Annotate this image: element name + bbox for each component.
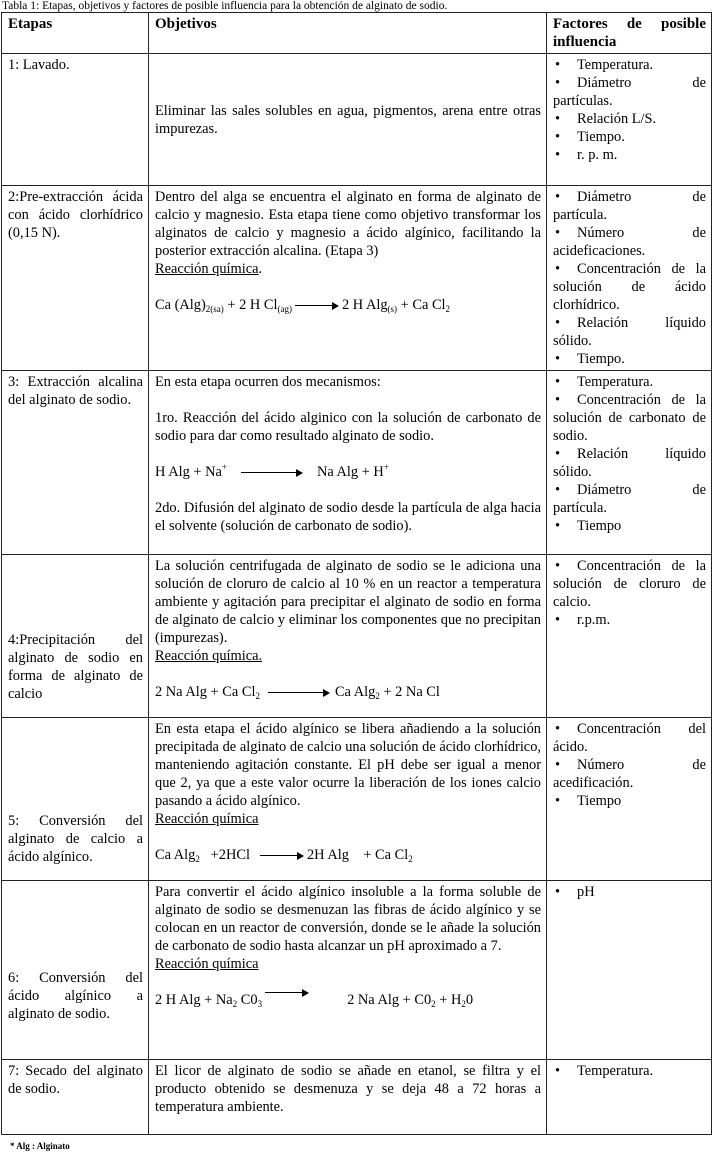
bullet-icon: • — [555, 558, 561, 574]
header-etapas: Etapas — [2, 13, 149, 54]
bullet-icon: • — [555, 225, 561, 241]
factores-cell — [547, 881, 712, 1060]
reaction-arrow-icon — [265, 988, 309, 998]
factor-item: • Temperatura. — [555, 57, 654, 73]
factores-list — [553, 188, 706, 368]
factor-item: • Diámetro de partículas. — [553, 75, 706, 109]
factor-item: • r.p.m. — [555, 612, 611, 628]
factor-item: • Tiempo. — [555, 351, 625, 367]
factores-list — [553, 373, 706, 535]
objetivo-text: Eliminar las sales solubles en agua, pigmentos, arena entre otras impurezas. — [155, 102, 541, 137]
objetivo-text: El licor de alginato de sodio se añade en etanol, se filtra y el producto obtenido se desmenuza y se deja 48 a 72 horas a temperatura ambiente. — [155, 1063, 541, 1115]
bullet-icon: • — [555, 482, 561, 498]
reaccion-label: Reacción química. — [155, 261, 263, 277]
factor-item: • Temperatura. — [555, 374, 654, 390]
factor-item: • Concentración de la solución de carbonato de sodio. — [553, 392, 706, 444]
factor-item: • Número de acideficaciones. — [553, 225, 706, 259]
objetivo-text: La solución centrifugada de alginato de sodio se le adiciona una solución de cloruro de calcio al 10 % en un reactor a temperatura ambiente y agitación para precipitar el alginato de sodio en forma de alginato de calcio y eliminar los componentes que no precipitan (impurezas). — [155, 558, 541, 646]
factor-item: • Temperatura. — [555, 1063, 654, 1079]
factores-cell — [547, 371, 712, 555]
table-row — [2, 54, 712, 186]
etapa-cell: 6: Conversión del ácido algínico a alginato de sodio. — [2, 881, 149, 1060]
chemical-equation: 2 H $Alg + Na_2$ $C0_3$ 2 Na $Alg + C0_2 + H_20$ — [155, 991, 541, 1009]
objetivo-cell — [149, 186, 547, 371]
objetivo-cell — [149, 1060, 547, 1135]
mecanismo-2: 2do. Difusión del alginato de sodio desde la partícula de alga hacia el solvente (solución de carbonato de sodio). — [155, 500, 541, 534]
header-factores: Factores de posible influencia — [547, 13, 712, 54]
objetivo-cell — [149, 881, 547, 1060]
objetivo-cell — [149, 371, 547, 555]
bullet-icon: • — [555, 1063, 561, 1079]
factor-item: • Concentración de la solución de cloruro de calcio. — [553, 558, 706, 610]
bullet-icon: • — [555, 189, 561, 205]
bullet-icon: • — [555, 351, 561, 367]
factor-item: • Relación líquido sólido. — [553, 315, 706, 349]
factor-item: • Concentración de la solución de ácido clorhídrico. — [553, 261, 706, 313]
chemical-equation: Ca Alg$_2$ +2HCl 2H Alg + Ca $Cl_2$ — [155, 847, 413, 864]
bullet-icon: • — [555, 261, 561, 277]
bullet-icon: • — [555, 793, 561, 809]
factores-cell — [547, 718, 712, 881]
objetivo-cell — [149, 718, 547, 881]
bullet-icon: • — [555, 147, 561, 163]
etapa-cell: 1: Lavado. — [2, 54, 149, 186]
table-caption: Tabla 1: Etapas, objetivos y factores de posible influencia para la obtención de alginato de sodio. — [2, 0, 448, 12]
factores-cell — [547, 1060, 712, 1135]
bullet-icon: • — [555, 884, 561, 900]
table-row — [2, 881, 712, 1060]
factor-item: • r. p. m. — [555, 147, 618, 163]
etapa-cell: 5: Conversión del alginato de calcio a ácido algínico. — [2, 718, 149, 881]
reaccion-label: Reacción química. — [155, 648, 263, 664]
table-row — [2, 1060, 712, 1135]
bullet-icon: • — [555, 612, 561, 628]
bullet-icon: • — [555, 757, 561, 773]
reaction-arrow-icon — [241, 468, 303, 478]
factores-list — [553, 56, 706, 164]
reaction-arrow-icon — [260, 851, 304, 861]
footnote: * Alg : Alginato — [10, 1141, 70, 1151]
factores-list — [553, 557, 706, 629]
stages-table — [1, 12, 712, 1135]
etapa-cell: 4:Precipitación del alginato de sodio en forma de alginato de calcio — [2, 555, 149, 718]
table-header-row — [2, 13, 712, 54]
bullet-icon: • — [555, 315, 561, 331]
objetivo-text: Para convertir el ácido algínico insoluble a la forma soluble de alginato de sodio se desmenuzan las fibras de ácido algínico y se colocan en un reactor de conversión, donde se le añade la solución de carbonato de sodio hasta alcanzar un pH aproximado a 7. — [155, 884, 541, 954]
table-row — [2, 718, 712, 881]
reaction-arrow-icon — [268, 688, 330, 698]
bullet-icon: • — [555, 374, 561, 390]
bullet-icon: • — [555, 75, 561, 91]
etapa-cell: 2:Pre-extracción ácida con ácido clorhídrico (0,15 N). — [2, 186, 149, 371]
factor-item: • Concentración del ácido. — [553, 721, 706, 755]
factores-cell — [547, 186, 712, 371]
factor-item: • Tiempo. — [555, 129, 625, 145]
chemical-equation: H Alg + Na+ Na Alg + H+ — [155, 462, 389, 480]
objetivo-text: Dentro del alga se encuentra el alginato en forma de alginato de calcio y magnesio. Esta etapa tiene como objetivo transformar los alginatos de calcio y magnesio a ácido algínico, facilitando la posterior extracción alcalina. (Etapa 3) — [155, 189, 541, 259]
reaction-arrow-icon — [295, 301, 339, 311]
objetivo-intro: En esta etapa ocurren dos mecanismos: — [155, 374, 381, 390]
bullet-icon: • — [555, 129, 561, 145]
bullet-icon: • — [555, 111, 561, 127]
etapa-cell: 7: Secado del alginato de sodio. — [2, 1060, 149, 1135]
reaccion-label: Reacción química — [155, 956, 259, 972]
table-row — [2, 186, 712, 371]
bullet-icon: • — [555, 446, 561, 462]
table-row — [2, 371, 712, 555]
objetivo-text: En esta etapa el ácido algínico se libera añadiendo a la solución precipitada de alginato de calcio una solución de ácido clorhídrico, manteniendo agitación constante. El pH debe ser igual a menor que 2, ya que a este valor ocurre la liberación de los iones calcio pasando a ácido algínico. — [155, 721, 541, 809]
factor-item: • Diámetro de partícula. — [553, 189, 706, 223]
factores-cell — [547, 555, 712, 718]
bullet-icon: • — [555, 392, 561, 408]
factor-item: • Número de acedificación. — [553, 757, 706, 791]
factor-item: • Tiempo — [555, 793, 622, 809]
objetivo-cell — [149, 555, 547, 718]
bullet-icon: • — [555, 57, 561, 73]
mecanismo-1: 1ro. Reacción del ácido alginico con la solución de carbonato de sodio para dar como resultado alginato de sodio. — [155, 410, 541, 444]
chemical-equation: 2 Na Alg + Ca $Cl_2$ Ca Alg$_2$ + 2 Na Cl — [155, 684, 440, 701]
objetivo-cell — [149, 54, 547, 186]
factor-item: • Tiempo — [555, 518, 622, 534]
factores-list — [553, 720, 706, 810]
etapa-cell: 3: Extracción alcalina del alginato de sodio. — [2, 371, 149, 555]
bullet-icon: • — [555, 518, 561, 534]
table-row — [2, 555, 712, 718]
bullet-icon: • — [555, 721, 561, 737]
reaccion-label: Reacción química — [155, 811, 259, 827]
factor-item: • Diámetro de partícula. — [553, 482, 706, 516]
factor-item: • Relación líquido sólido. — [553, 446, 706, 480]
chemical-equation: Ca $(Alg)_{2(sa)} + 2$ H $Cl_{(ag)}$ 2 H Alg$_{(s)}$ + Ca $Cl_2$ — [155, 297, 451, 314]
factor-item: • Relación L/S. — [555, 111, 657, 127]
factor-item: • pH — [555, 884, 595, 900]
factores-list — [553, 1062, 706, 1080]
header-objetivos: Objetivos — [149, 13, 547, 54]
factores-cell — [547, 54, 712, 186]
factores-list — [553, 883, 706, 901]
